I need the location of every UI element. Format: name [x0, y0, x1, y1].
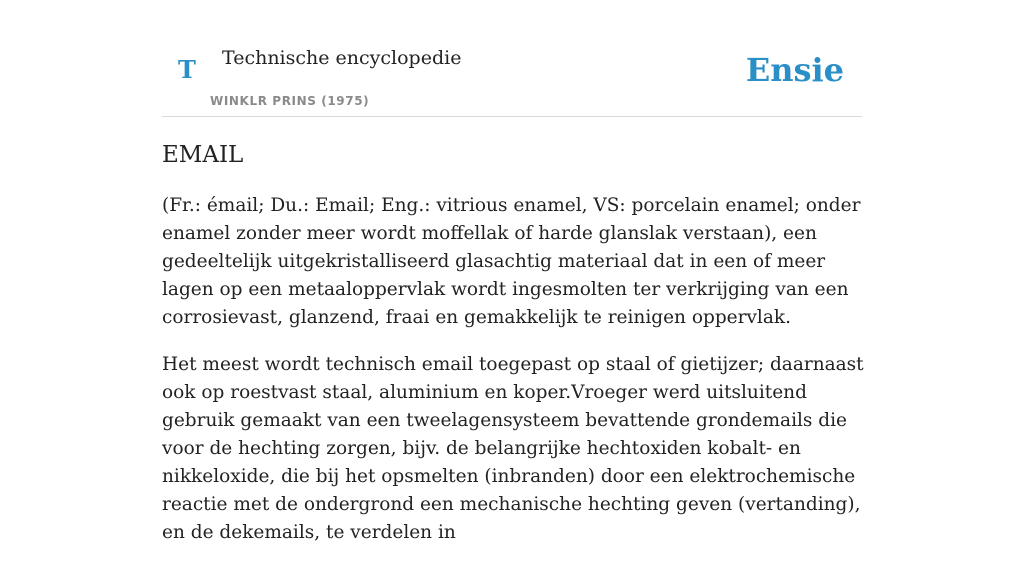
- entry-body: [162, 192, 866, 566]
- book-icon: T: [178, 55, 196, 84]
- book-title-link[interactable]: Technische encyclopedie: [222, 47, 462, 69]
- entry-paragraph: (Fr.: émail; Du.: Email; Eng.: vitrious enamel, VS: porcelain enamel; onder enamel zonder meer wordt moffellak of harde glanslak verstaan), een gedeeltelijk uitgekristalliseerd glasachtig materiaal dat in een of meer lagen op een metaaloppervlak wordt ingesmolten ter verkrijging van een corrosievast, glanzend, fraai en gemakkelijk te reinigen oppervlak.: [162, 195, 861, 328]
- page-header: [162, 0, 862, 117]
- ensie-logo-link[interactable]: Ensie: [745, 51, 844, 89]
- book-subtitle: WINKLR PRINS (1975): [210, 94, 370, 108]
- entry-title: EMAIL: [162, 142, 244, 168]
- entry-paragraph: Het meest wordt technisch email toegepast op staal of gietijzer; daarnaast ook op roestvast staal, aluminium en koper.Vroeger werd uitsluitend gebruik gemaakt van een tweelagensysteem bevattende grondemails die voor de hechting zorgen, bijv. de belangrijke hechtoxiden kobalt- en nikkeloxide, die bij het opsmelten (inbranden) door een elektrochemische reactie met de ondergrond een mechanische hechting geven (vertanding), en de dekemails, te verdelen in: [162, 354, 864, 543]
